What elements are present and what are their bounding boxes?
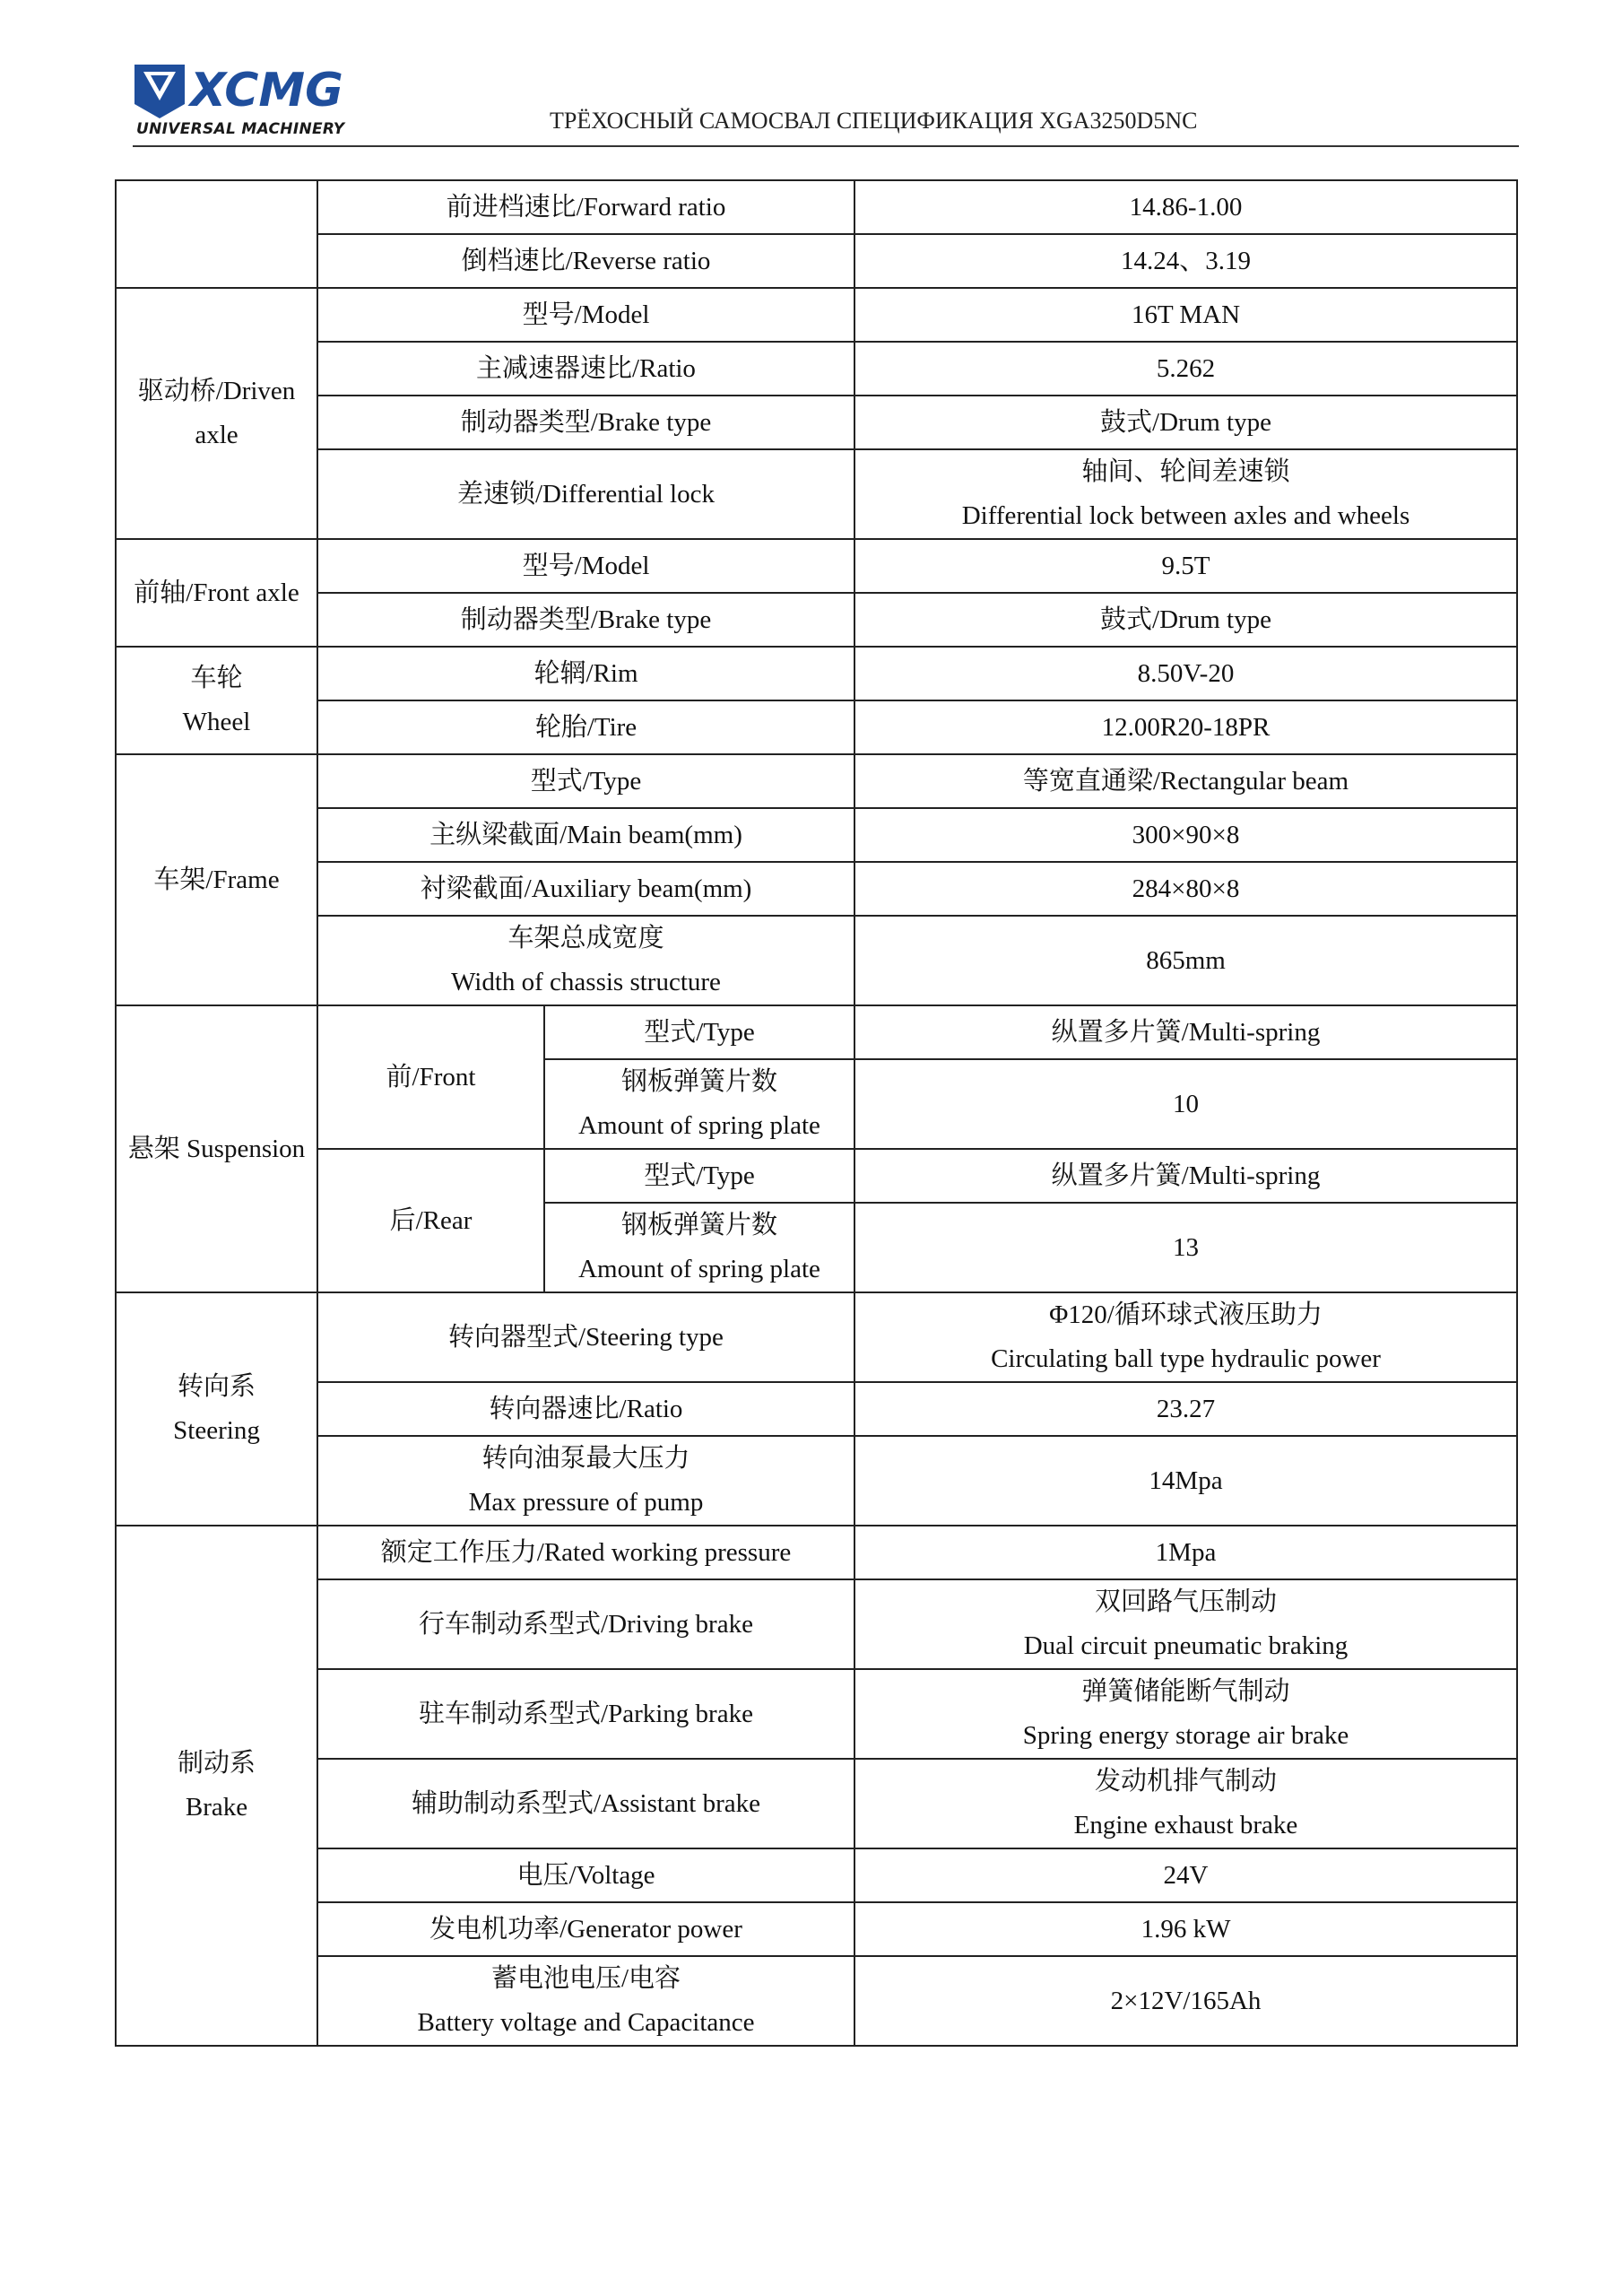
table-row [116, 862, 1517, 916]
spec-label: 电压/Voltage [317, 1848, 854, 1902]
table-row [116, 1902, 1517, 1956]
spec-value: 鼓式/Drum type [854, 593, 1517, 647]
group-cell-empty [116, 180, 317, 288]
table-row [116, 234, 1517, 288]
document-title: ТРЁХОСНЫЙ САМОСВАЛ СПЕЦИФИКАЦИЯ XGA3250D5NC [550, 108, 1198, 134]
group-cell-frame: 车架/Frame [116, 754, 317, 1005]
table-row [116, 593, 1517, 647]
spec-value: 14.86-1.00 [854, 180, 1517, 234]
table-row [116, 1382, 1517, 1436]
spec-label: 辅助制动系型式/Assistant brake [317, 1759, 854, 1848]
page-header [133, 61, 1519, 147]
spec-value: 8.50V-20 [854, 647, 1517, 700]
spec-label: 型号/Model [317, 288, 854, 342]
table-row [116, 449, 1517, 539]
spec-value: 9.5T [854, 539, 1517, 593]
spec-value: 发动机排气制动 Engine exhaust brake [854, 1759, 1517, 1848]
table-row [116, 1669, 1517, 1759]
spec-label: 钢板弹簧片数 Amount of spring plate [544, 1203, 854, 1292]
table-row [116, 700, 1517, 754]
group-cell-brake: 制动系 Brake [116, 1526, 317, 2046]
spec-label: 制动器类型/Brake type [317, 593, 854, 647]
spec-value: 284×80×8 [854, 862, 1517, 916]
spec-value: 24V [854, 1848, 1517, 1902]
spec-label: 钢板弹簧片数 Amount of spring plate [544, 1059, 854, 1149]
spec-label: 转向器速比/Ratio [317, 1382, 854, 1436]
spec-value: 23.27 [854, 1382, 1517, 1436]
xcmg-logo [133, 61, 366, 144]
spec-value: 12.00R20-18PR [854, 700, 1517, 754]
table-row [116, 1956, 1517, 2046]
table-row [116, 1292, 1517, 1382]
spec-label: 车架总成宽度 Width of chassis structure [317, 916, 854, 1005]
spec-value: 2×12V/165Ah [854, 1956, 1517, 2046]
table-row [116, 647, 1517, 700]
group-cell-wheel: 车轮 Wheel [116, 647, 317, 754]
header-divider [133, 145, 1519, 147]
spec-value: 等宽直通梁/Rectangular beam [854, 754, 1517, 808]
spec-label: 型式/Type [544, 1005, 854, 1059]
spec-label: 轮胎/Tire [317, 700, 854, 754]
spec-label: 行车制动系型式/Driving brake [317, 1579, 854, 1669]
table-row [116, 1579, 1517, 1669]
spec-label: 转向油泵最大压力 Max pressure of pump [317, 1436, 854, 1526]
spec-value: 纵置多片簧/Multi-spring [854, 1149, 1517, 1203]
spec-value: 双回路气压制动 Dual circuit pneumatic braking [854, 1579, 1517, 1669]
spec-value: 5.262 [854, 342, 1517, 396]
subgroup-cell-rear: 后/Rear [317, 1149, 544, 1292]
subgroup-cell-front: 前/Front [317, 1005, 544, 1149]
table-row [116, 180, 1517, 234]
group-cell-driven-axle: 驱动桥/Driven axle [116, 288, 317, 539]
spec-label: 差速锁/Differential lock [317, 449, 854, 539]
table-row [116, 754, 1517, 808]
spec-value: 纵置多片簧/Multi-spring [854, 1005, 1517, 1059]
logo-wordmark: XCMG [190, 64, 343, 117]
spec-label: 驻车制动系型式/Parking brake [317, 1669, 854, 1759]
spec-value: 弹簧储能断气制动 Spring energy storage air brake [854, 1669, 1517, 1759]
spec-value: 10 [854, 1059, 1517, 1149]
spec-label: 衬梁截面/Auxiliary beam(mm) [317, 862, 854, 916]
table-row [116, 1526, 1517, 1579]
spec-label: 型式/Type [317, 754, 854, 808]
spec-value: 1.96 kW [854, 1902, 1517, 1956]
spec-value: 16T MAN [854, 288, 1517, 342]
logo-subtitle: UNIVERSAL MACHINERY [136, 120, 345, 138]
spec-value: 14.24、3.19 [854, 234, 1517, 288]
spec-label: 倒档速比/Reverse ratio [317, 234, 854, 288]
table-row [116, 539, 1517, 593]
table-row [116, 1848, 1517, 1902]
spec-label: 型号/Model [317, 539, 854, 593]
group-cell-front-axle: 前轴/Front axle [116, 539, 317, 647]
table-row [116, 1759, 1517, 1848]
table-row [116, 916, 1517, 1005]
spec-value: 13 [854, 1203, 1517, 1292]
spec-value: 865mm [854, 916, 1517, 1005]
spec-table [115, 179, 1518, 2047]
table-row [116, 808, 1517, 862]
table-row [116, 288, 1517, 342]
spec-label: 前进档速比/Forward ratio [317, 180, 854, 234]
xcmg-logo-mark [133, 61, 366, 120]
spec-value: Φ120/循环球式液压助力 Circulating ball type hydraulic power [854, 1292, 1517, 1382]
spec-label: 型式/Type [544, 1149, 854, 1203]
table-row [116, 1149, 1517, 1203]
spec-value: 鼓式/Drum type [854, 396, 1517, 449]
group-cell-steering: 转向系 Steering [116, 1292, 317, 1526]
table-row [116, 1436, 1517, 1526]
table-row [116, 342, 1517, 396]
spec-label: 发电机功率/Generator power [317, 1902, 854, 1956]
spec-label: 轮辋/Rim [317, 647, 854, 700]
spec-label: 主减速器速比/Ratio [317, 342, 854, 396]
spec-label: 额定工作压力/Rated working pressure [317, 1526, 854, 1579]
spec-label: 主纵梁截面/Main beam(mm) [317, 808, 854, 862]
spec-label: 转向器型式/Steering type [317, 1292, 854, 1382]
spec-label: 蓄电池电压/电容 Battery voltage and Capacitance [317, 1956, 854, 2046]
spec-label: 制动器类型/Brake type [317, 396, 854, 449]
spec-value: 1Mpa [854, 1526, 1517, 1579]
spec-value: 300×90×8 [854, 808, 1517, 862]
spec-value: 轴间、轮间差速锁 Differential lock between axles and wheels [854, 449, 1517, 539]
table-row [116, 1005, 1517, 1059]
spec-value: 14Mpa [854, 1436, 1517, 1526]
table-row [116, 396, 1517, 449]
group-cell-suspension: 悬架 Suspension [116, 1005, 317, 1292]
